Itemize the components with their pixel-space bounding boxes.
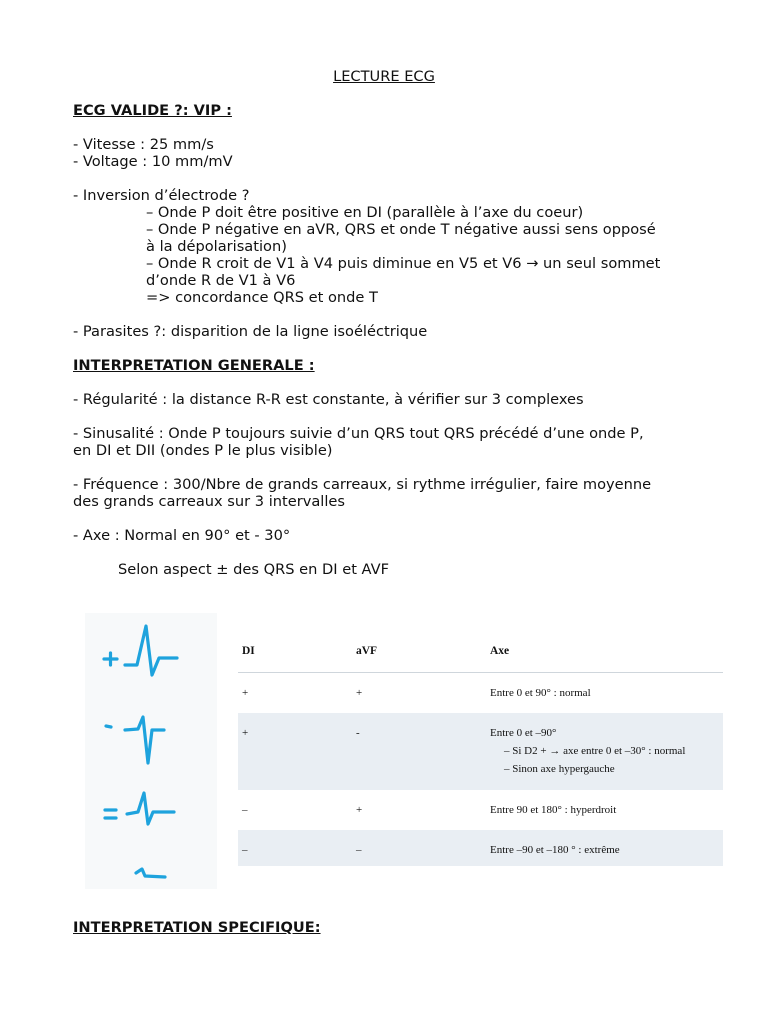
cell-avf: - [356, 727, 360, 739]
inversion-line: - Inversion d’électrode ? [73, 187, 250, 204]
bullet-line: – Onde P doit être positive en DI (parallèle à l’axe du coeur) [146, 204, 584, 221]
ecg-wave-flat-icon [136, 869, 165, 877]
section-heading-interpretation-generale: INTERPRETATION GENERALE : [73, 357, 315, 374]
axe-line: - Axe : Normal en 90° et - 30° [73, 527, 291, 544]
table-row [238, 790, 723, 830]
bullet-line: à la dépolarisation) [146, 238, 287, 255]
table-row [238, 713, 723, 790]
ecg-wave-positive-icon [125, 626, 177, 675]
ecg-signs-panel [85, 613, 217, 889]
cell-avf: + [356, 687, 363, 699]
regularite-line: - Régularité : la distance R-R est constante, à vérifier sur 3 complexes [73, 391, 584, 408]
minus-sign-icon [106, 726, 111, 727]
table-row [238, 673, 723, 713]
cell-axe: Entre –90 et –180 ° : extrême [490, 844, 620, 856]
cell-axe-sub: – Si D2 + → axe entre 0 et –30° : normal [504, 745, 686, 757]
bullet-line: – Onde R croit de V1 à V4 puis diminue en V5 et V6 → un seul sommet [146, 255, 661, 272]
voltage-line: - Voltage : 10 mm/mV [73, 153, 233, 170]
ecg-wave-biphasic-icon [127, 793, 174, 824]
header-axe: Axe [490, 645, 510, 657]
ecg-signs-figure [85, 613, 217, 889]
bullet-line: => concordance QRS et onde T [146, 289, 378, 306]
cell-axe-sub: – Sinon axe hypergauche [504, 763, 615, 775]
cell-di: – [242, 844, 248, 856]
cell-di: – [242, 804, 248, 816]
parasites-line: - Parasites ?: disparition de la ligne isoéléctrique [73, 323, 428, 340]
frequence-line: des grands carreaux sur 3 intervalles [73, 493, 345, 510]
cell-di: + [242, 687, 249, 699]
selon-line: Selon aspect ± des QRS en DI et AVF [118, 561, 389, 578]
cell-axe: Entre 0 et –90° [490, 727, 557, 739]
sinusalite-line: - Sinusalité : Onde P toujours suivie d’un QRS tout QRS précédé d’une onde P, [73, 425, 644, 442]
cell-avf: – [356, 844, 362, 856]
table-row [238, 830, 723, 866]
header-avf: aVF [356, 645, 378, 657]
section-heading-interpretation-specifique: INTERPRETATION SPECIFIQUE: [73, 919, 321, 936]
section-heading-ecg-valide: ECG VALIDE ?: VIP : [73, 102, 232, 119]
cell-di: + [242, 727, 249, 739]
cell-avf: + [356, 804, 363, 816]
plus-sign-icon [104, 653, 117, 665]
cell-axe: Entre 0 et 90° : normal [490, 687, 591, 699]
vitesse-line: - Vitesse : 25 mm/s [73, 136, 214, 153]
sinusalite-line: en DI et DII (ondes P le plus visible) [73, 442, 333, 459]
bullet-line: – Onde P négative en aVR, QRS et onde T négative aussi sens opposé [146, 221, 656, 238]
ecg-wave-negative-icon [125, 717, 164, 763]
page-title: LECTURE ECG [333, 68, 435, 85]
header-di: DI [242, 645, 255, 657]
cell-axe: Entre 90 et 180° : hyperdroit [490, 804, 617, 816]
table-header-row [238, 630, 723, 672]
equal-sign-icon [105, 810, 116, 818]
frequence-line: - Fréquence : 300/Nbre de grands carreaux, si rythme irrégulier, faire moyenne [73, 476, 652, 493]
bullet-line: d’onde R de V1 à V6 [146, 272, 296, 289]
